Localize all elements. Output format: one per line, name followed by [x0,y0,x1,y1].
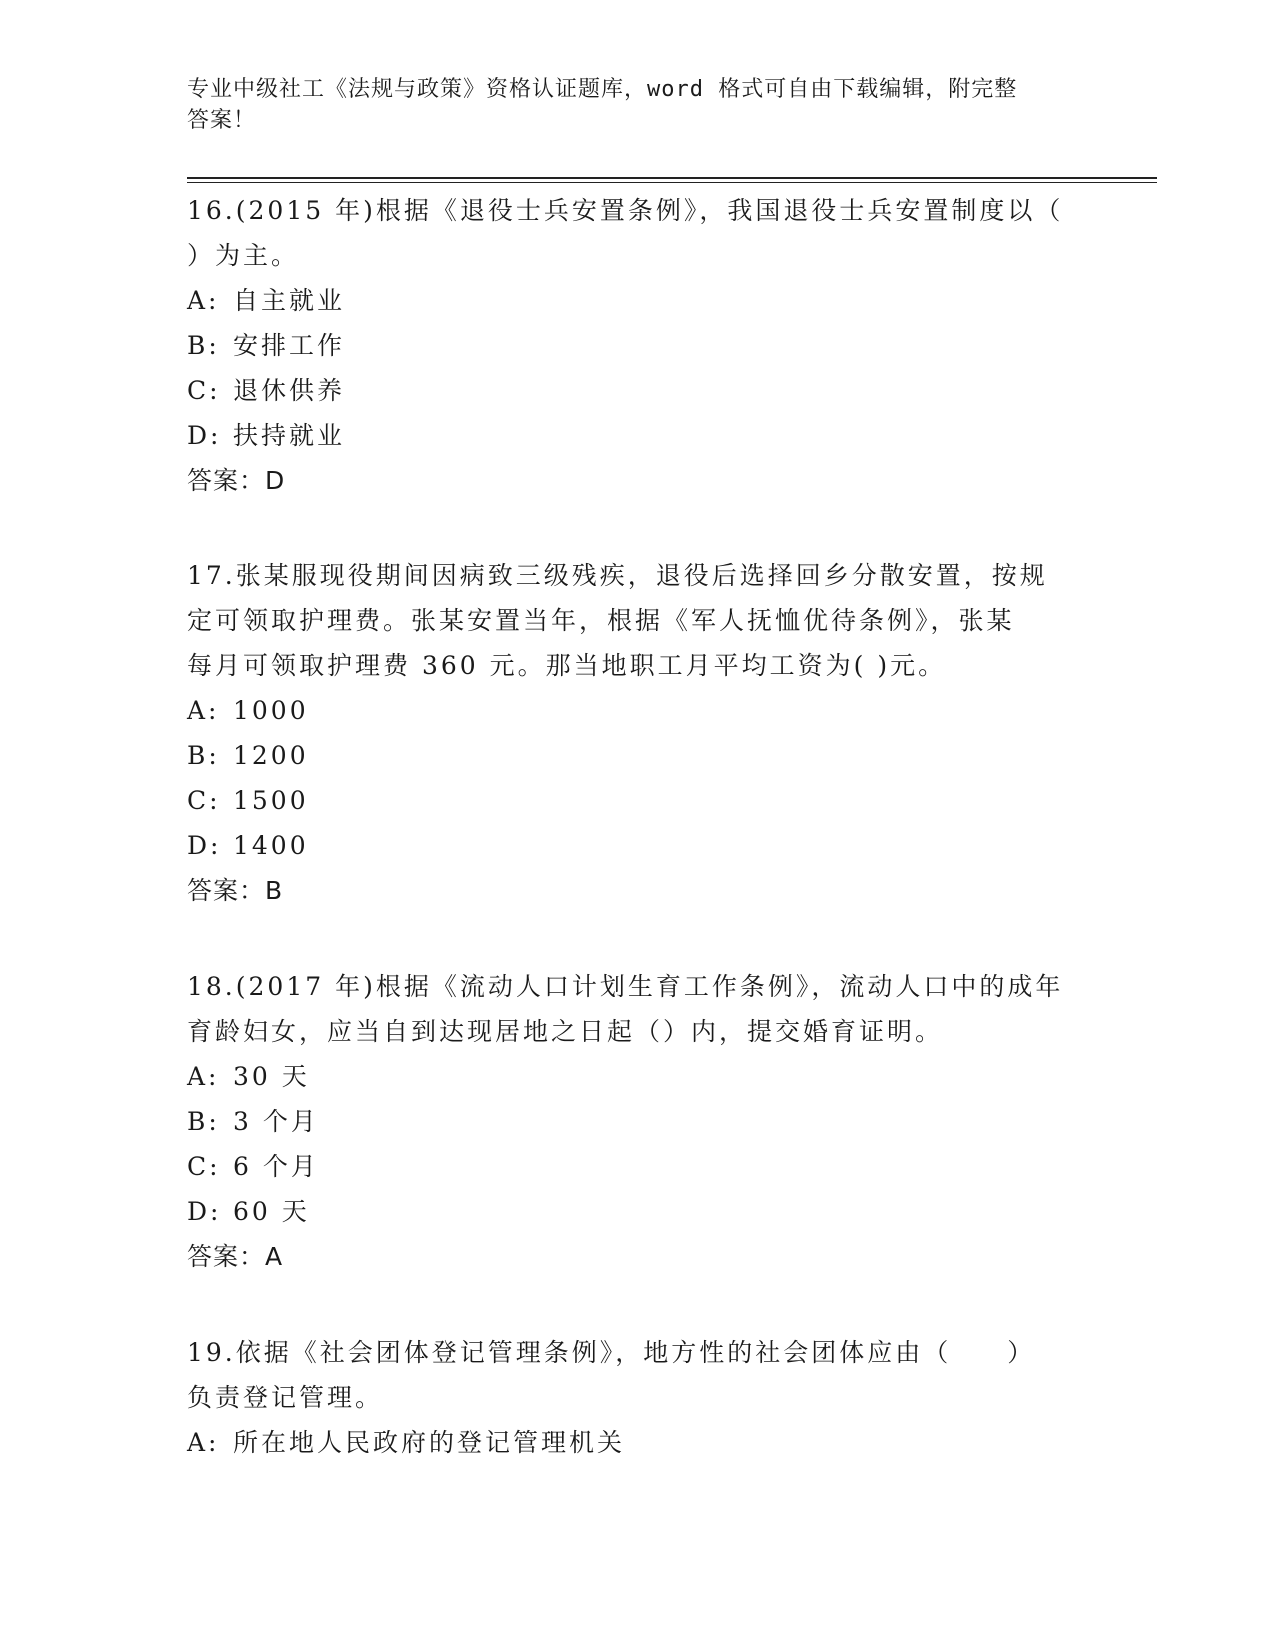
header-line-2: 答案！ [187,108,257,133]
question-19 [187,1330,1087,1465]
question-stem-line: 16.(2015 年)根据《退役士兵安置条例》，我国退役士兵安置制度以（ [187,196,1064,225]
option-letter: B: [187,741,220,770]
option-text: 退休供养 [233,376,346,405]
option-b [187,1099,1087,1144]
option-d [187,413,1087,458]
answer-line: 答案：A [187,1242,284,1271]
option-text: 1200 [233,741,309,770]
option-letter: C: [187,1152,221,1181]
question-stem-line: 定可领取护理费。张某安置当年，根据《军人抚恤优待条例》，张某 [187,606,1015,635]
option-text: 所在地人民政府的登记管理机关 [233,1428,626,1457]
question-18 [187,964,1087,1279]
option-text: 60 天 [233,1197,310,1226]
option-letter: C: [187,376,221,405]
option-d [187,1189,1087,1234]
option-letter: C: [187,786,221,815]
option-b [187,323,1087,368]
question-16 [187,188,1087,503]
option-a [187,1420,1087,1465]
option-text: 1000 [233,696,309,725]
option-text: 扶持就业 [233,421,346,450]
question-stem-line: 负责登记管理。 [187,1383,384,1412]
option-text: 1500 [233,786,309,815]
header-line-1: 专业中级社工《法规与政策》资格认证题库，word 格式可自由下载编辑，附完整 [187,77,1018,102]
option-letter: D: [187,421,222,450]
answer-line: 答案：B [187,876,284,905]
question-stem-line: 17.张某服现役期间因病致三级残疾，退役后选择回乡分散安置，按规 [187,561,1048,590]
option-a [187,1054,1087,1099]
option-c [187,778,1087,823]
header-divider-thick [187,177,1157,179]
option-letter: A: [187,286,220,315]
option-text: 6 个月 [233,1152,319,1181]
question-17 [187,553,1087,913]
option-c [187,1144,1087,1189]
option-text: 1400 [233,831,309,860]
question-stem-line: 育龄妇女，应当自到达现居地之日起（）内，提交婚育证明。 [187,1017,944,1046]
document-header [187,74,1067,136]
option-b [187,733,1087,778]
option-letter: D: [187,831,222,860]
option-a [187,688,1087,733]
option-d [187,823,1087,868]
question-stem-line: 19.依据《社会团体登记管理条例》，地方性的社会团体应由（ ） [187,1338,1036,1367]
option-text: 3 个月 [233,1107,319,1136]
question-stem-line: 18.(2017 年)根据《流动人口计划生育工作条例》，流动人口中的成年 [187,972,1064,1001]
option-letter: A: [187,1062,220,1091]
answer-line: 答案：D [187,466,286,495]
question-stem-line: 每月可领取护理费 360 元。那当地职工月平均工资为( )元。 [187,651,947,680]
option-c [187,368,1087,413]
option-text: 自主就业 [233,286,346,315]
option-letter: D: [187,1197,222,1226]
option-letter: A: [187,1428,220,1457]
option-letter: B: [187,1107,220,1136]
option-letter: B: [187,331,220,360]
question-stem-line: ）为主。 [187,241,300,270]
option-a [187,278,1087,323]
option-text: 30 天 [233,1062,310,1091]
option-text: 安排工作 [233,331,346,360]
option-letter: A: [187,696,220,725]
header-divider-thin [187,182,1157,183]
